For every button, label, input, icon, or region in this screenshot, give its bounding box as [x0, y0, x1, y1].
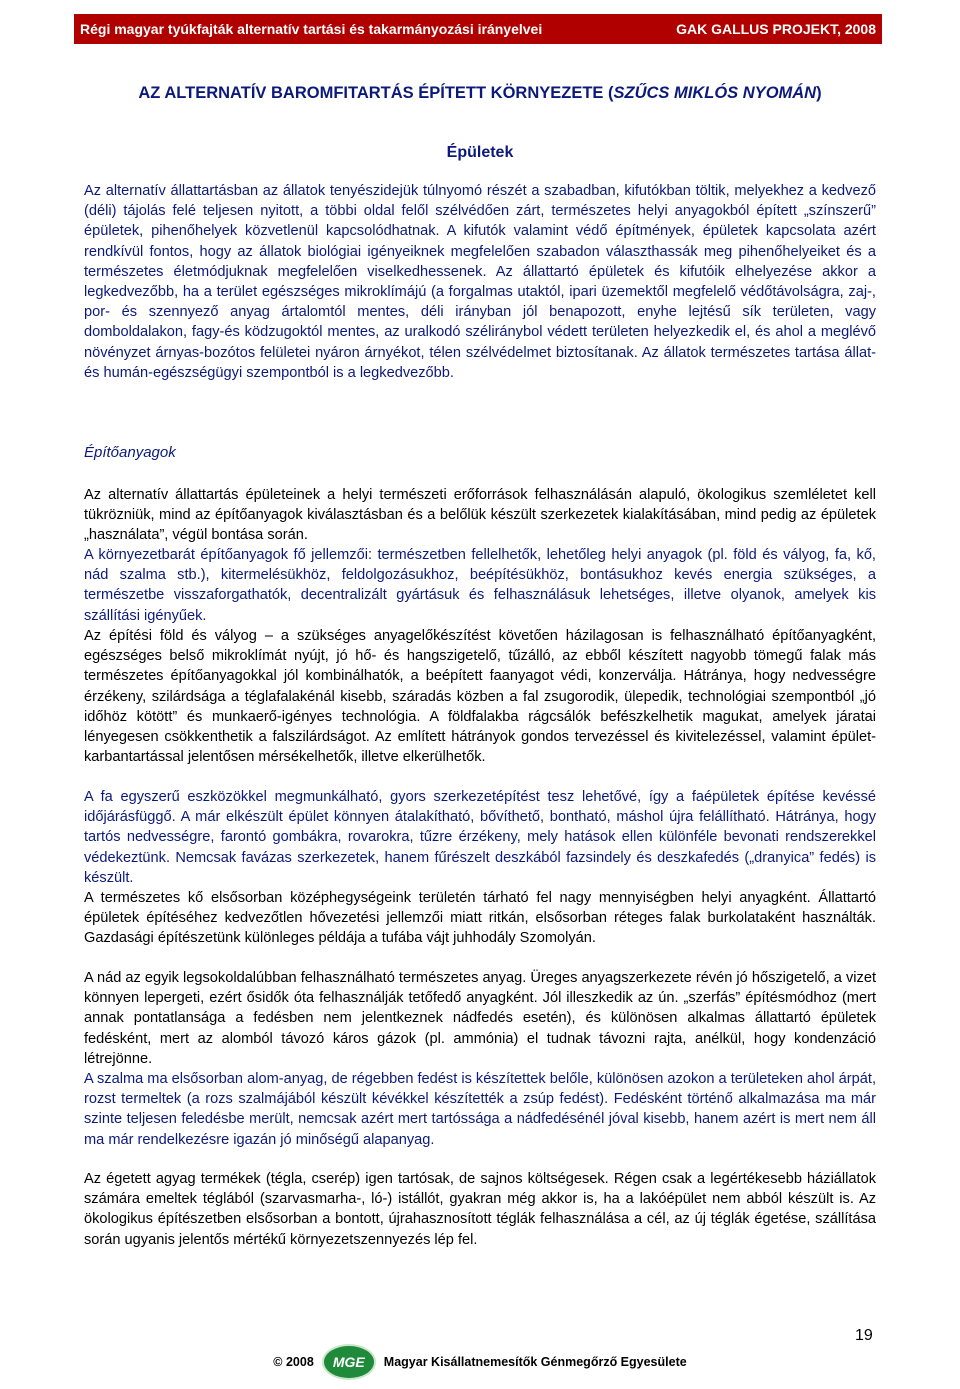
paragraph-wood: A fa egyszerű eszközökkel megmunkálható, gyors szerkezetépítést tesz lehetővé, így a faépületek építése kevéssé időjárásfüggő. A már elkészült épület könnyen átalakítható, bővíthető, bontható, máshol újra felállítható. Hátránya, hogy tartós nedvességre, farontó gombákra, rovarokra, tűzre érzékeny, mely hatások ellen különféle bevonati rendszerekkel védekeztünk. Nemcsak favázas szerkezetek, hanem fűrészelt deszkából fazsindely és deszkafedés („dranyica” fedés) is készült. — [84, 789, 876, 886]
title-end: ) — [816, 84, 822, 102]
paragraph-earth-adobe: Az építési föld és vályog – a szükséges anyagelőkészítést követően házilagosan is felhasználható építőanyagként, egészséges belső mikroklímát nyújt, jó hő- és hangszigetelő, tűzálló, az ebből készített nagyobb tömegű falak más természetes építőanyagokkal jól kombinálhatók, a beépített faanyagot védi, konzerválja. Hátránya, hogy nedvességre érzékeny, szilárdsága a téglafalakénál kisebb, száradás közben a fal zsugorodik, ülepedik, technológiai szempontból „jó időhöz kötött” és munkaerő-igényes technológia. A földfalakba rágcsálók befészkelhetik magukat, amelyek járatai lényegesen csökkenthetik a falszilárdságot. Az említett hátrányok gondos tervezéssel és kivitelezéssel, valamint épület-karbantartással jelentősen mérsékelhetők, illetve elkerülhetők. — [84, 628, 876, 766]
header-title: Régi magyar tyúkfajták alternatív tartási és takarmányozási irányelvei — [80, 21, 543, 37]
paragraph-stone: A természetes kő elsősorban középhegységeink területén tárható fel nagy mennyiségben helyi anyagként. Állattartó épületek építéséhez kedvezőtlen hővezetési jellemzői miatt ritkán, elsősorban réteges falak burkolataként használták. Gazdasági építészetünk különleges példája a tufába vájt juhhodály Szomolyán. — [84, 890, 876, 947]
page-header — [74, 14, 882, 44]
paragraph-buildings: Az alternatív állattartásban az állatok tenyészidejük túlnyomó részét a szabadban, kifutókban töltik, melyekhez a kedvező (déli) tájolás felé teljesen nyitott, a többi oldal felől szélvédően zárt, természetes helyi anyagokból épített „színszerű” épületek, pihenőhelyek közvetlenül kapcsolódhatnak. A kifutók valamint védő építmények, épületek kapcsolata azért rendkívül fontos, hogy az állatok biológiai igényeiknek megfelelően szabadon választhassák meg pihenőhelyeiket és a természetes életmódjuknak megfelelően viselkedhessenek. Az állattartó épületek és kifutóik elhelyezése akkor a legkedvezőbb, ha a terület egészséges mikroklímájú (a forgalmas utaktól, ipari üzemektől megfelelő védőtávolságra, zaj-, por- és szennyező anyag ártalomtól mentes, déli irányban jól benapozott, enyhe lejtésű sík területen, vagy domboldalakon, fagy-és ködzugoktól mentes, az uralkodó széliránybol védett területen helyezkedik el, és ahol a meglévő növényzet árnyas-bozótos felületei nyáron árnyékot, télen szélvédelmet biztosítanak. Az állatok természetes tartása állat- és humán-egészségügyi szempontból is a legkedvezőbb. — [84, 183, 876, 381]
mge-logo: MGE — [322, 1344, 376, 1380]
paragraph-reed: A nád az egyik legsokoldalúbban felhasználható természetes anyag. Üreges anyagszerkezete révén jó hőszigetelő, a vizet könnyen lepergeti, ezért ősidők óta felhasználják tetőfedő anyagként. Jól illeszkedik az ún. „szerfás” építésmódhoz (mert annak pontatlansága a fedésben nem jelentkeznek nádfedés esetén), és különösen alkalmas állattartó épületek fedésként, mert az alomból távozó káros gázok (pl. ammónia) el tudnak távozni rajta, anélkül, hogy kondenzáció létrejönne. — [84, 970, 876, 1067]
document-title — [0, 84, 960, 103]
page-number: 19 — [855, 1327, 873, 1344]
title-author: SZŰCS MIKLÓS NYOMÁN — [613, 84, 817, 102]
header-project: GAK GALLUS PROJEKT, 2008 — [676, 21, 876, 37]
section-heading-buildings: Épületek — [446, 144, 514, 161]
section-heading-materials: Építőanyagok — [84, 444, 176, 461]
paragraph-materials-intro: Az alternatív állattartás épületeinek a helyi természeti erőforrások felhasználásán alapuló, ökologikus szemléletet kell tükrözniük, mind az építőanyagok kiválasztásban és a belőlük készült szerkezetek kialakításában, mind pedig az épületek „használata”, végül bontása során. — [84, 487, 876, 544]
footer-organization: Magyar Kisállatnemesítők Génmegőrző Egyesülete — [383, 1355, 687, 1369]
page-footer — [0, 1345, 960, 1379]
paragraph-straw: A szalma ma elsősorban alom-anyag, de régebben fedést is készítettek belőle, különösen azokon a területeken ahol árpát, rozst termeltek (a rozs szalmájából készült kévékkel készítették a zsúp fedést). Fedésként történő alkalmazása ma már szinte teljesen feledésbe merült, nemcsak azért mert tartóssága a nádfedésénél jóval kisebb, hanem azért is mert nem áll ma már rendelkezésre igazán jó minőségű alapanyag. — [84, 1071, 876, 1148]
paragraph-eco-materials: A környezetbarát építőanyagok fő jellemzői: természetben fellelhetők, lehetőleg helyi anyagok (pl. föld és vályog, fa, kő, nád szalma stb.), kitermelésükhöz, feldolgozásukhoz, beépítésükhöz, bontásukhoz kevés energia szükséges, a természetbe visszaforgathatók, decentralizált gyártásuk és felhasználásuk lehetséges, illetve olyanok, amelyek kis szállítási igényűek. — [84, 547, 876, 624]
footer-copyright: © 2008 — [273, 1355, 314, 1369]
paragraph-fired-clay: Az égetett agyag termékek (tégla, cserép) igen tartósak, de sajnos költségesek. Régen csak a legértékesebb háziállatok számára emeltek téglából (szarvasmarha-, ló-) istállót, gyakran még akkor is, ha a lakóépület nem abból készült is. Az ökologikus építészetben elsősorban a bontott, újrahasznosított téglák felhasználása a cél, az új téglák égetése, szállítása során ugyanis jelentős mértékű környezetszennyezés lép fel. — [84, 1171, 876, 1248]
title-main: AZ ALTERNATÍV BAROMFITARTÁS ÉPÍTETT KÖRNYEZETE ( — [138, 84, 614, 102]
